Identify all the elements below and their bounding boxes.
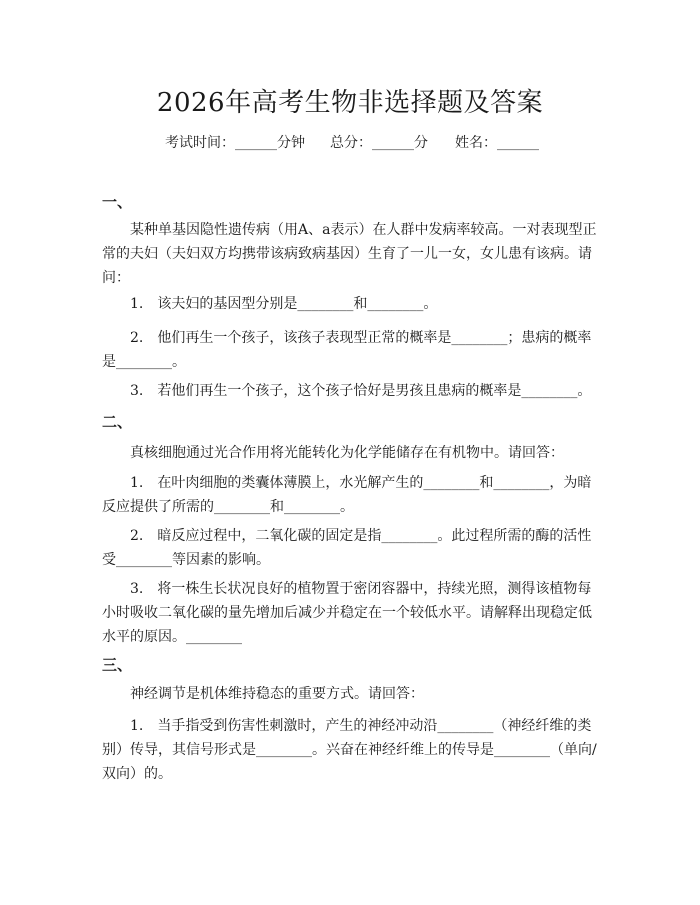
section-3-intro: 神经调节是机体维持稳态的重要方式。请回答：: [130, 686, 424, 702]
student-name-field: 姓名：______: [455, 135, 539, 151]
section-2-question-2: 2. 暗反应过程中，二氧化碳的固定是指________。此过程所需的酶的活性受________等因素的影响。: [102, 528, 592, 568]
section-2-intro: 真核细胞通过光合作用将光能转化为化学能储存在有机物中。请回答：: [130, 445, 564, 461]
section-2-question-1: 1. 在叶肉细胞的类囊体薄膜上，水光解产生的________和________，为暗反应提供了所需的________和________。: [102, 475, 592, 515]
total-score-field: 总分：______分: [330, 135, 428, 151]
section-1-question-2: 2. 他们再生一个孩子，该孩子表现型正常的概率是________；患病的概率是________。: [102, 330, 592, 370]
section-1-intro: 某种单基因隐性遗传病（用A、a表示）在人群中发病率较高。一对表现型正常的夫妇（夫妇双方均携带该病致病基因）生育了一儿一女，女儿患有该病。请问：: [102, 222, 597, 286]
section-2-heading: 二、: [102, 413, 133, 431]
section-2-question-3: 3. 将一株生长状况良好的植物置于密闭容器中，持续光照，测得该植物每小时吸收二氧化碳的量先增加后减少并稳定在一个较低水平。请解释出现稳定低水平的原因。________: [102, 581, 592, 645]
section-3-question-1: 1. 当手指受到伤害性刺激时，产生的神经冲动沿________（神经纤维的类别）传导，其信号形式是________。兴奋在神经纤维上的传导是________（单向/双向）的。: [102, 718, 597, 782]
section-3-heading: 三、: [102, 656, 133, 674]
section-1-heading: 一、: [102, 193, 133, 211]
section-1-question-1: 1. 该夫妇的基因型分别是________和________。: [130, 296, 438, 312]
document-title: 2026年高考生物非选择题及答案: [156, 88, 544, 118]
exam-time-field: 考试时间：______分钟: [165, 135, 305, 151]
section-1-question-3: 3. 若他们再生一个孩子，这个孩子恰好是男孩且患病的概率是________。: [130, 383, 592, 399]
